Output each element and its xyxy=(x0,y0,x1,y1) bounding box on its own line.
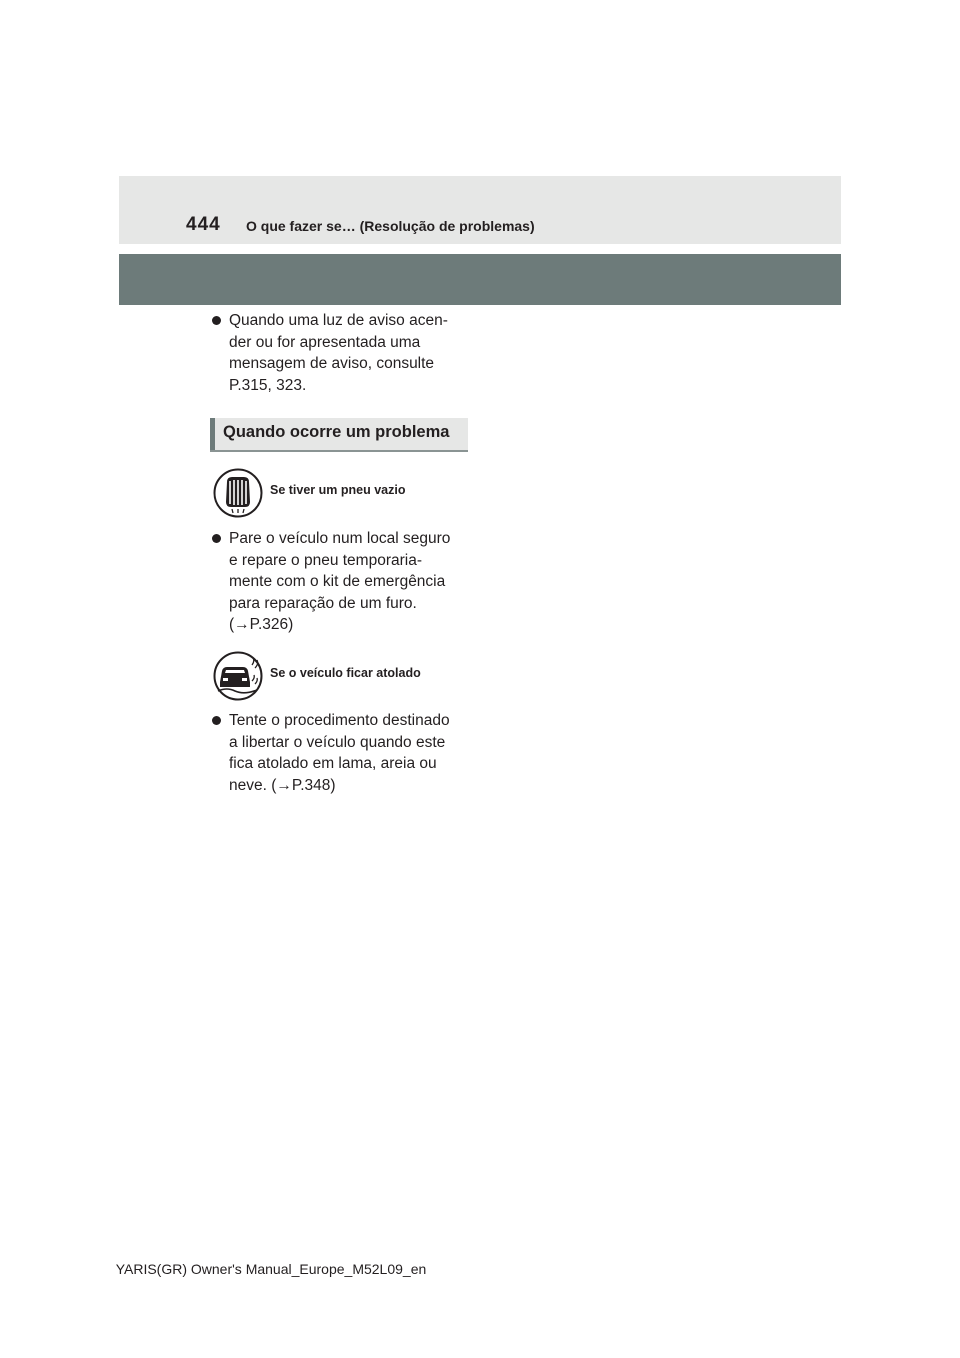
section-band xyxy=(119,254,841,305)
bullet-dot xyxy=(212,316,221,325)
bullet-text: Tente o procedimento destinado a libertar o veículo quando este fica atolado em lama, areia ou neve. (→P.348) xyxy=(229,712,450,794)
stuck-vehicle-label: Se o veículo ficar atolado xyxy=(270,666,421,680)
flat-tire-icon xyxy=(213,468,263,518)
footer-text: YARIS(GR) Owner's Manual_Europe_M52L09_en xyxy=(115,1261,427,1277)
stuck-vehicle-bullet xyxy=(212,710,467,796)
heading-accent xyxy=(210,418,215,450)
bullet-dot xyxy=(212,716,221,725)
page-number: 444 xyxy=(186,214,221,235)
flat-tire-bullet xyxy=(212,528,467,636)
bullet-text: Quando uma luz de aviso acen- der ou for apresentada uma mensagem de aviso, consulte P.315, 323. xyxy=(229,312,448,394)
intro-bullet xyxy=(212,310,467,396)
footer xyxy=(0,1261,960,1277)
bullet-dot xyxy=(212,534,221,543)
stuck-vehicle-icon xyxy=(213,651,263,701)
bullet-text: Pare o veículo num local seguro e repare o pneu temporaria- mente com o kit de emergência para reparação de um furo. (→P.326) xyxy=(229,530,451,633)
section-heading-text: Quando ocorre um problema xyxy=(223,423,450,441)
section-heading xyxy=(210,418,468,452)
chapter-title: O que fazer se… (Resolução de problemas) xyxy=(246,218,535,234)
flat-tire-label: Se tiver um pneu vazio xyxy=(270,483,406,497)
